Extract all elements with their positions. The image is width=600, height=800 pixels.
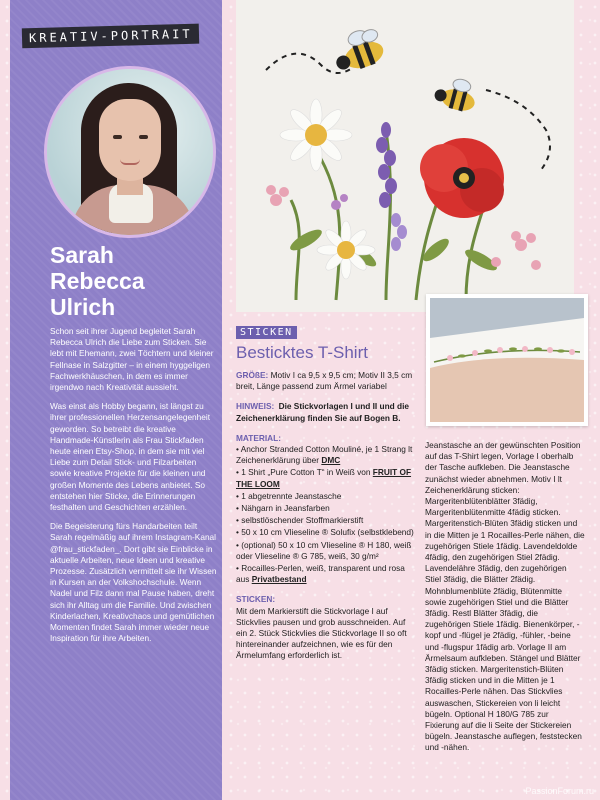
- instructions-left-column: [236, 370, 414, 671]
- instructions-right-column: Jeanstasche an der gewünschten Position auf das T-Shirt legen, Vorlage I oberhalb der Tasche aufkleben. Die Jeanstasche zunächst wieder abnehmen. Motiv I lt Zeichenerklärung sticken: Margeritenblütenblätter 3fädig, Margeritenblütenmitte 4fädig sticken. Margeritenstich-Blüten 3fädig sticken und in die Mitten je 1 Rocailles-Perle nähen, die zugehörigen Stiele 1fädig. Lavendeldolde 4fädig, den zugehörigen Stiel 2fädig. Lavendelähre 3fädig, den zugehörigen Stiel 3fädig, die Blätter 2fädig. Mohnblumenblüte 2fädig, Blütenmitte sowie zugehörigen Stiel und die Blätter 3fädig. Restl Blätter 3fädig, die zugehörigen Stiele 1fädig. Bienenkörper, -kopf und -flügel je 2fädig, -fühler, -beine und -flugspur 1fädig arb. Vorlage II am Ärmelsaum aufkleben. Stängel und Blätter 3fädig sticken. Margeritenstich-Blüten 3fädig sticken und in die Mitten je 1 Rocailles-Perle nähen. Das Stickvlies auswaschen, Stickereien von li leicht bügeln. Optional H 180/G 785 zur Fixierung auf die li Seite der Stickereien bügeln. Jeanstasche auflegen, feststecken und -nähen.: [425, 440, 585, 753]
- portrait-sidebar: [10, 0, 222, 800]
- material-item: • selbstlöschender Stoffmarkierstift: [236, 515, 364, 526]
- size-block: [236, 370, 414, 392]
- material-item: • 1 Shirt „Pure Cotton T“ in Weiß von FRUIT OF THE LOOM: [236, 467, 412, 489]
- size-label: GRÖßE:: [236, 370, 269, 380]
- category-tag: STICKEN: [236, 326, 297, 339]
- bio-paragraph: Schon seit ihrer Jugend begleitet Sarah Rebecca Ulrich die Liebe zum Sticken. Sie lebt mit Ehemann, zwei Töchtern und kleiner Fellnase in Salzgitter – in einem hyggeligen Fachwerkhäuschen, in dem es immer irgendwo nach Kreativität aussieht.: [50, 326, 214, 393]
- section-badge: KREATIV-PORTRAIT: [22, 24, 199, 49]
- author-name-middle: Rebecca: [50, 268, 145, 294]
- material-block: [236, 433, 414, 586]
- material-label: MATERIAL:: [236, 432, 282, 443]
- material-item: • Rocailles-Perlen, weiß, transparent und rosa aus Privatbestand: [236, 563, 405, 585]
- hint-text: Die Stickvorlagen I und II und die Zeichenerklärung finden Sie auf Bogen B.: [236, 401, 410, 423]
- material-item: • 1 abgetrennte Jeanstasche: [236, 490, 342, 501]
- article-title: Besticktes T-Shirt: [236, 343, 368, 362]
- sticken-block: [236, 594, 414, 661]
- hint-block: [236, 401, 414, 423]
- material-item: • Nähgarn in Jeansfarben: [236, 503, 330, 514]
- author-name-last: Ulrich: [50, 294, 116, 320]
- sticken-text: Mit dem Markierstift die Stickvorlage I auf Stickvlies pausen und grob ausschneiden. Auf ein 2. Stück Stickvlies die Stickvorlage II so oft hintereinander aufzeichnen, wie es für den Ärmelumfang erforderlich ist.: [236, 605, 407, 661]
- author-bio: [50, 326, 218, 652]
- material-item: • 50 x 10 cm Vlieseline ® Solufix (selbstklebend): [236, 527, 414, 538]
- author-portrait: [44, 66, 216, 238]
- hint-label: HINWEIS:: [236, 401, 275, 412]
- material-item: • Anchor Stranded Cotton Mouliné, je 1 Strang lt Zeichenerklärung über DMC: [236, 444, 413, 466]
- source-watermark: PassionForum.ru: [525, 786, 594, 796]
- bio-paragraph: Die Begeisterung fürs Handarbeiten teilt Sarah regelmäßig auf ihrem Instagram-Kanal @frau_stickfaden_. Dort gibt sie Einblicke in aktuelle Arbeiten, neue Ideen und kreative Prozesse. Zusätzlich vermittelt sie ihr Wissen in Kursen an der Volkshochschule. Wenn Nadel und Filz dann mal Pause haben, dreht sich ihr Alltag um die Familie. Und zwischen Kinderlachen, Kreativchaos und gemütlichen Momenten findet Sarah immer wieder neue Inspiration für ihre Arbeiten.: [50, 521, 217, 644]
- sticken-label: STICKEN:: [236, 594, 276, 605]
- embroidery-photo: [236, 0, 574, 312]
- sleeve-detail-photo: [426, 294, 588, 426]
- author-name-first: Sarah: [50, 242, 114, 268]
- author-name: [50, 242, 220, 320]
- bio-paragraph: Was einst als Hobby begann, ist längst zu ihrer professionellen Herzensangelegenheit geworden. So betreibt die kreative Handmade-Künstlerin als Frau Stickfaden heute einen Etsy-Shop, in dem sie mit viel Liebe zum Detail Stick- und Filzarbeiten sowie kreative Projekte für die kleinen und großen Momente des Lebens anbietet. So entstehen hier Sticke, die Erinnerungen festhalten und Geschichten erzählen.: [50, 401, 211, 513]
- size-text: Motiv I ca 9,5 x 9,5 cm; Motiv II 3,5 cm breit, Länge passend zum Ärmel variabel: [236, 370, 413, 392]
- material-item: • (optional) 50 x 10 cm Vlieseline ® H 180, weiß oder Vlieseline ® G 785, weiß, 30 g/m²: [236, 539, 412, 561]
